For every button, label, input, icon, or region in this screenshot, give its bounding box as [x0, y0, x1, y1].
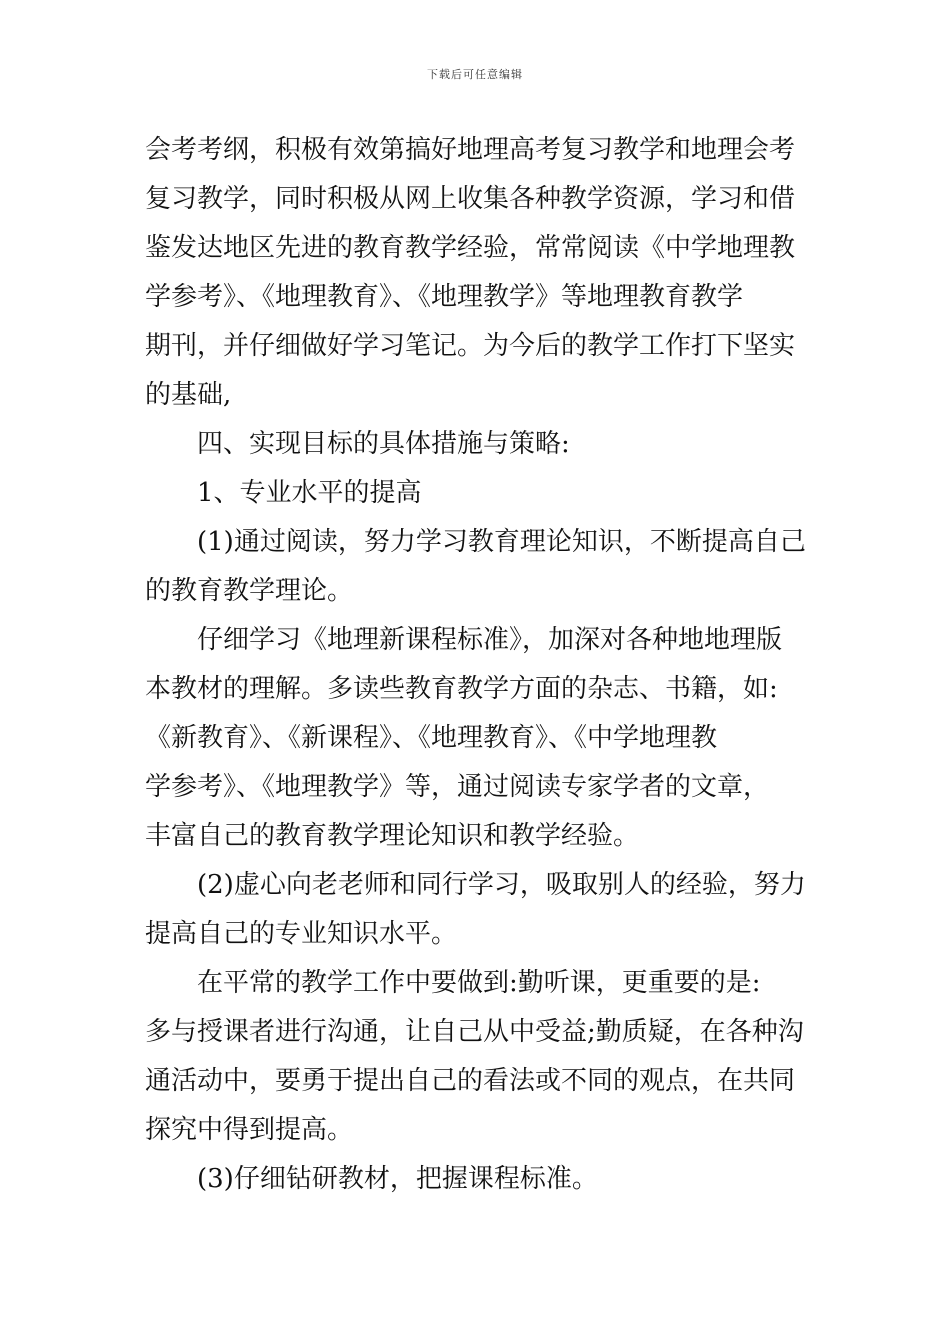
text-line: (2)虚心向老老师和同行学习，吸取别人的经验，努力: [197, 870, 806, 900]
text-line: (1)通过阅读，努力学习教育理论知识，不断提高自己: [197, 527, 806, 557]
text-line: 在平常的教学工作中要做到:勤听课，更重要的是:: [197, 968, 761, 998]
text-line: 会考考纲，积极有效第搞好地理高考复习教学和地理会考: [145, 135, 796, 165]
text-line: 探究中得到提高。: [145, 1115, 354, 1145]
text-line: (3)仔细钻研教材，把握课程标准。: [197, 1164, 598, 1194]
text-line: 鉴发达地区先进的教育教学经验，常常阅读《中学地理教: [145, 233, 796, 263]
text-line: 多与授课者进行沟通，让自己从中受益;勤质疑，在各种沟: [145, 1017, 804, 1047]
text-line: 提高自己的专业知识水平。: [145, 919, 458, 949]
text-line: 丰富自己的教育教学理论知识和教学经验。: [145, 821, 640, 851]
text-line: 的基础,: [145, 380, 232, 410]
body-text: [145, 126, 810, 1204]
text-line: 学参考》、《地理教学》等，通过阅读专家学者的文章，: [145, 772, 770, 802]
text-line: 《新教育》、《新课程》、《地理教育》、《中学地理教: [145, 723, 718, 753]
text-line: 通活动中，要勇于提出自己的看法或不同的观点，在共同: [145, 1066, 796, 1096]
text-line: 期刊，并仔细做好学习笔记。为今后的教学工作打下坚实: [145, 331, 796, 361]
section-heading: 四、实现目标的具体措施与策略:: [197, 429, 570, 459]
text-line: 仔细学习《地理新课程标准》，加深对各种地地理版: [197, 625, 783, 655]
text-line: 学参考》、《地理教育》、《地理教学》等地理教育教学: [145, 282, 744, 312]
subsection-heading: 1、专业水平的提高: [197, 478, 422, 508]
text-line: 的教育教学理论。: [145, 576, 354, 606]
header-note: 下载后可任意编辑: [427, 68, 523, 81]
text-line: 复习教学，同时积极从网上收集各种教学资源，学习和借: [145, 184, 796, 214]
text-line: 本教材的理解。多读些教育教学方面的杂志、书籍，如:: [145, 674, 778, 704]
